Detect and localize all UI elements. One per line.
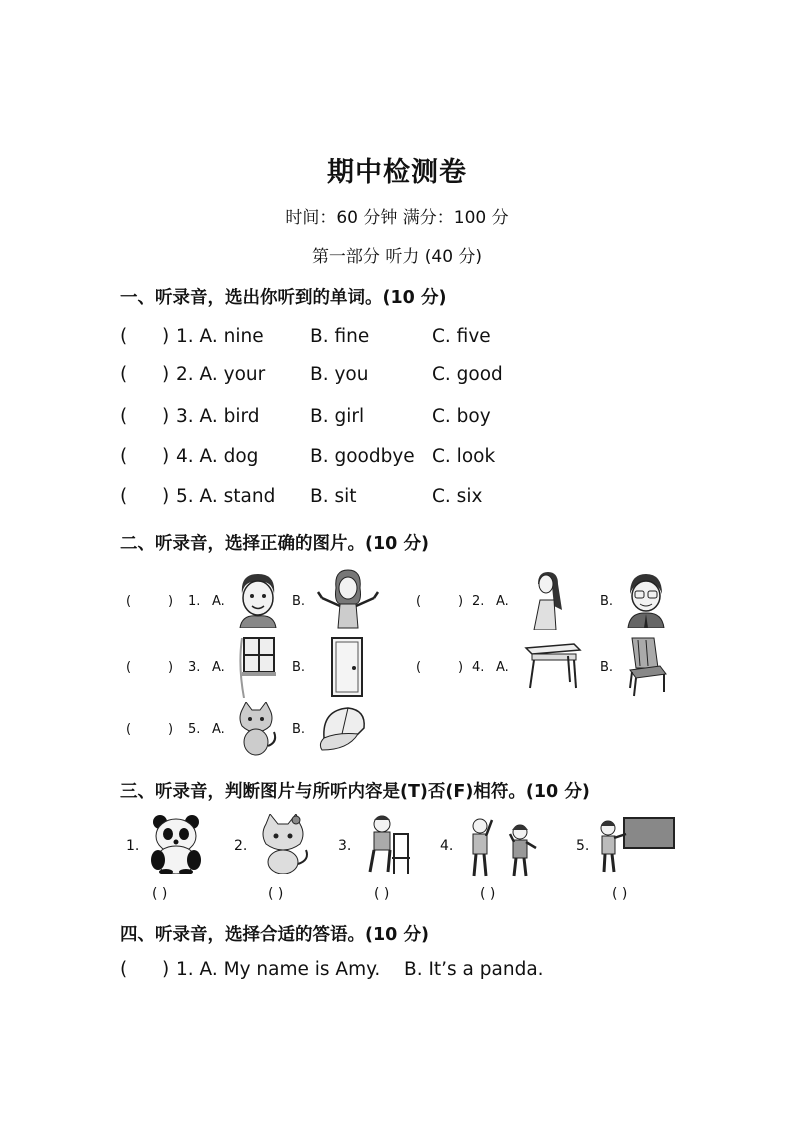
item-number: 4.: [472, 660, 485, 675]
desk-icon: [524, 642, 582, 690]
answer-paren: ( ): [480, 886, 496, 902]
option-b: B. sit: [310, 486, 357, 507]
boy-face-icon: [236, 570, 280, 628]
answer-paren: ( ): [374, 886, 390, 902]
answer-paren-open: (: [416, 660, 422, 675]
answer-paren-close: ): [162, 446, 170, 467]
boy-blackboard-icon: [598, 814, 678, 874]
answer-paren: ( ): [152, 886, 168, 902]
option-b-label: B.: [292, 594, 306, 609]
boy-sitting-icon: [362, 814, 412, 876]
answer-paren-close: ): [458, 594, 464, 609]
girl-waving-icon: [316, 568, 380, 630]
cat-icon: [234, 702, 278, 756]
answer-paren-close: ): [168, 660, 174, 675]
two-children-icon: [464, 814, 544, 878]
answer-paren-open: (: [120, 326, 128, 347]
list-item: [120, 959, 640, 985]
answer-paren-open: (: [120, 959, 128, 980]
option-b: B. goodbye: [310, 446, 415, 467]
section-2-heading: 二、听录音，选择正确的图片。(10 分): [120, 534, 429, 554]
option-a: 1. A. My name is Amy.: [176, 959, 381, 980]
answer-paren-close: ): [162, 364, 170, 385]
page-title: 期中检测卷: [327, 157, 467, 188]
man-glasses-icon: [624, 572, 668, 628]
answer-paren-close: ): [168, 594, 174, 609]
item-number: 5.: [576, 838, 590, 854]
part-heading: 第一部分 听力 (40 分): [311, 247, 483, 267]
chair-icon: [624, 636, 668, 698]
door-icon: [330, 636, 364, 698]
option-a-label: A.: [212, 594, 225, 609]
cat-icon: [256, 814, 310, 874]
answer-paren-close: ): [162, 486, 170, 507]
option-c: C. look: [432, 446, 496, 467]
answer-paren-open: (: [120, 446, 128, 467]
answer-paren: ( ): [612, 886, 628, 902]
picture-row: [122, 700, 682, 770]
answer-paren-close: ): [162, 326, 170, 347]
answer-paren-close: ): [162, 406, 170, 427]
answer-paren-close: ): [458, 660, 464, 675]
option-b: B. fine: [310, 326, 370, 347]
cap-icon: [318, 704, 368, 752]
section-4-heading: 四、听录音，选择合适的答语。(10 分): [120, 925, 429, 945]
answer-paren-open: (: [126, 660, 132, 675]
option-a-label: A.: [496, 594, 509, 609]
option-a: 2. A. your: [176, 364, 266, 385]
option-a-label: A.: [212, 722, 225, 737]
answer-paren: ( ): [268, 886, 284, 902]
item-number: 4.: [440, 838, 454, 854]
answer-paren-open: (: [120, 406, 128, 427]
item-number: 1.: [126, 838, 140, 854]
option-b: B. It’s a panda.: [404, 959, 544, 980]
answer-paren-open: (: [120, 486, 128, 507]
option-b-label: B.: [600, 660, 614, 675]
option-c: C. five: [432, 326, 491, 347]
answer-paren-open: (: [120, 364, 128, 385]
section-1-heading: 一、听录音，选出你听到的单词。(10 分): [120, 288, 447, 308]
answer-paren-open: (: [126, 594, 132, 609]
window-icon: [238, 636, 278, 698]
option-b: B. girl: [310, 406, 365, 427]
picture-row: [122, 636, 682, 706]
picture-row: [122, 568, 682, 638]
tf-picture-row: [122, 810, 682, 906]
item-number: 5.: [188, 722, 201, 737]
option-c: C. six: [432, 486, 483, 507]
option-a: 3. A. bird: [176, 406, 260, 427]
panda-icon: [148, 814, 204, 874]
option-c: C. good: [432, 364, 503, 385]
option-b-label: B.: [292, 660, 306, 675]
option-a-label: A.: [212, 660, 225, 675]
option-a-label: A.: [496, 660, 509, 675]
section-3-heading: 三、听录音，判断图片与所听内容是(T)否(F)相符。(10 分): [120, 782, 590, 802]
item-number: 2.: [472, 594, 485, 609]
woman-side-icon: [526, 570, 570, 630]
answer-paren-open: (: [416, 594, 422, 609]
option-b-label: B.: [292, 722, 306, 737]
option-b: B. you: [310, 364, 369, 385]
answer-paren-close: ): [162, 959, 170, 980]
item-number: 1.: [188, 594, 201, 609]
option-a: 4. A. dog: [176, 446, 259, 467]
answer-paren-open: (: [126, 722, 132, 737]
option-c: C. boy: [432, 406, 491, 427]
item-number: 2.: [234, 838, 248, 854]
item-number: 3.: [188, 660, 201, 675]
item-number: 3.: [338, 838, 352, 854]
option-b-label: B.: [600, 594, 614, 609]
option-a: 1. A. nine: [176, 326, 264, 347]
answer-paren-close: ): [168, 722, 174, 737]
exam-info: 时间：60 分钟 满分：100 分: [285, 208, 509, 228]
option-a: 5. A. stand: [176, 486, 276, 507]
